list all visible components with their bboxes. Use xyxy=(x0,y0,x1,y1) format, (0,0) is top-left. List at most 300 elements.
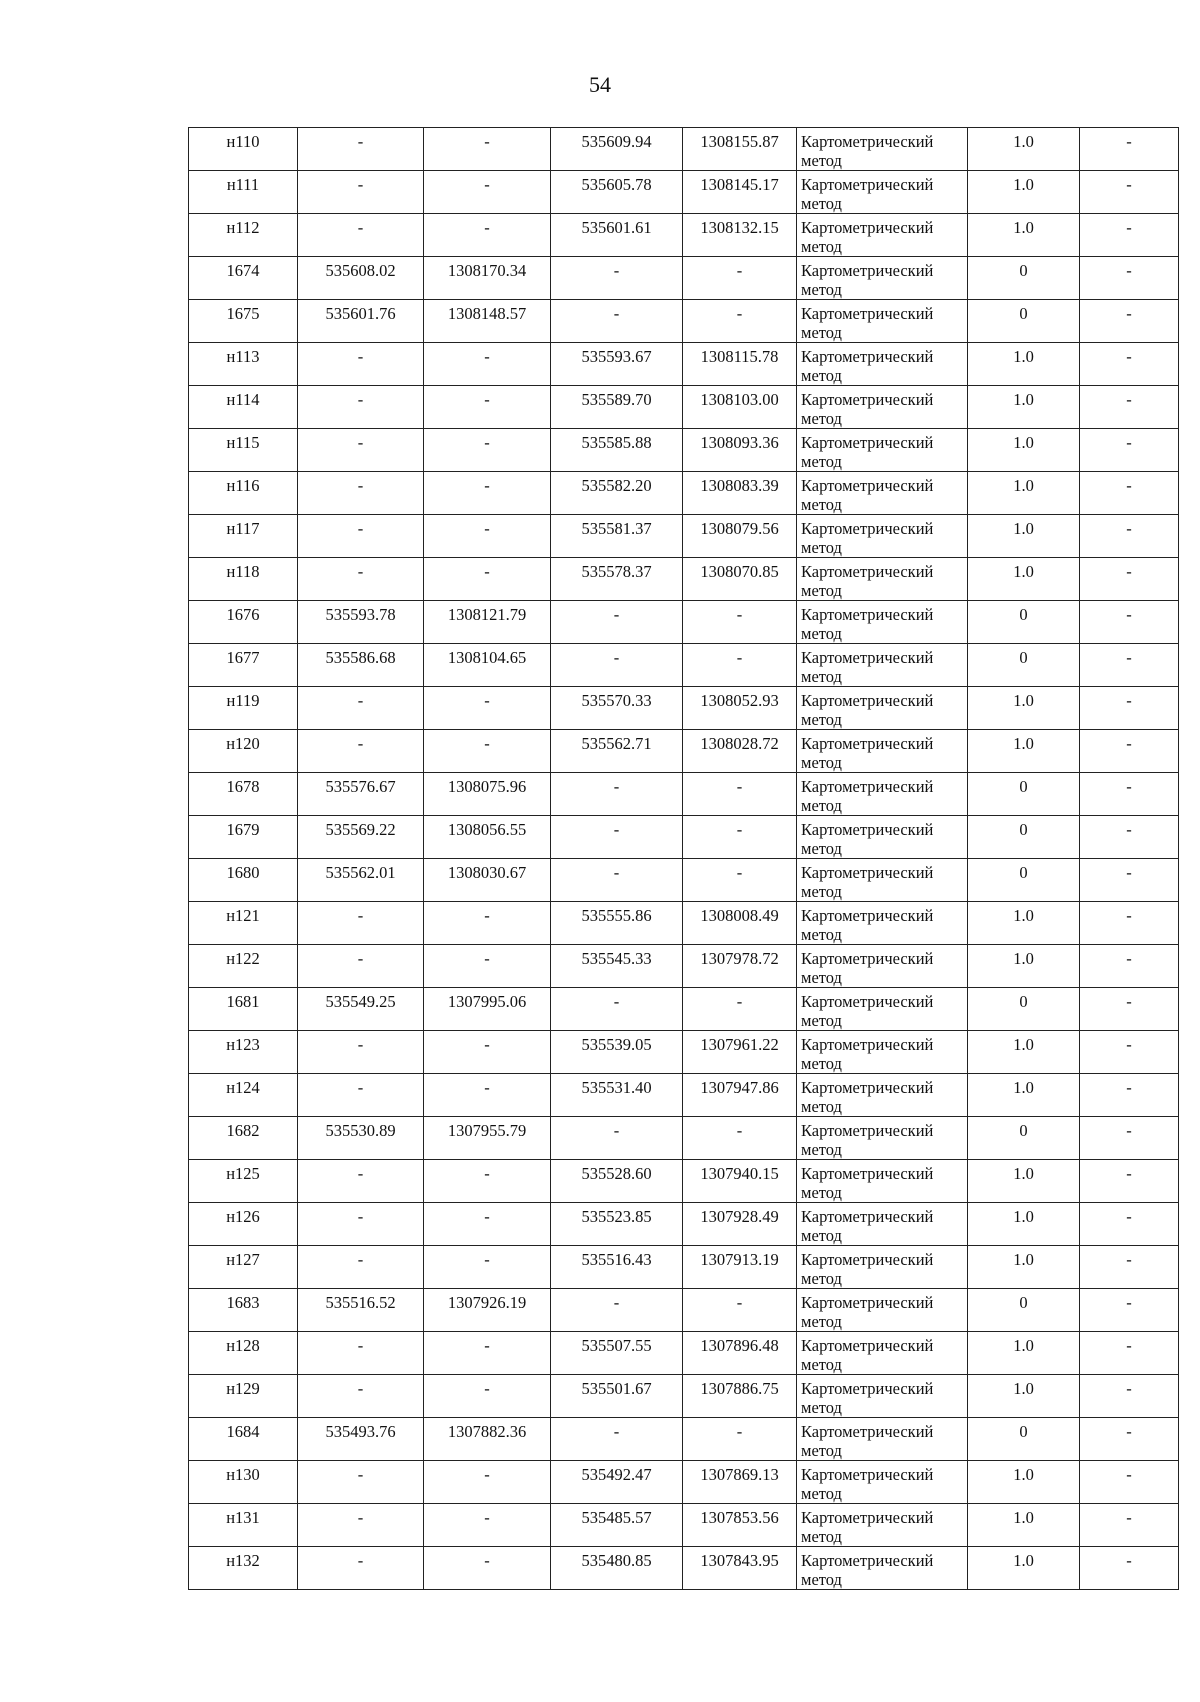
old-x-cell: - xyxy=(298,214,424,257)
old-x-cell: - xyxy=(298,687,424,730)
method-cell: Картометрический метод xyxy=(797,257,968,300)
new-y-cell: 1307853.56 xyxy=(683,1504,797,1547)
old-x-cell: 535601.76 xyxy=(298,300,424,343)
old-y-cell: - xyxy=(424,1031,551,1074)
point-cell: 1680 xyxy=(189,859,298,902)
point-cell: н125 xyxy=(189,1160,298,1203)
point-cell: 1682 xyxy=(189,1117,298,1160)
table-body xyxy=(189,128,1179,1590)
new-y-cell: 1308132.15 xyxy=(683,214,797,257)
point-cell: н116 xyxy=(189,472,298,515)
table-row xyxy=(189,1160,1179,1203)
point-cell: 1683 xyxy=(189,1289,298,1332)
old-y-cell: - xyxy=(424,343,551,386)
old-y-cell: - xyxy=(424,945,551,988)
new-x-cell: 535593.67 xyxy=(551,343,683,386)
method-cell: Картометрический метод xyxy=(797,1246,968,1289)
method-cell: Картометрический метод xyxy=(797,816,968,859)
accuracy-cell: 1.0 xyxy=(968,343,1080,386)
note-cell: - xyxy=(1080,300,1179,343)
old-x-cell: - xyxy=(298,128,424,171)
old-y-cell: 1308170.34 xyxy=(424,257,551,300)
new-x-cell: 535480.85 xyxy=(551,1547,683,1590)
new-x-cell: - xyxy=(551,859,683,902)
table-row xyxy=(189,171,1179,214)
table-row xyxy=(189,1332,1179,1375)
note-cell: - xyxy=(1080,214,1179,257)
new-y-cell: 1307843.95 xyxy=(683,1547,797,1590)
note-cell: - xyxy=(1080,1289,1179,1332)
accuracy-cell: 0 xyxy=(968,988,1080,1031)
accuracy-cell: 1.0 xyxy=(968,730,1080,773)
new-y-cell: - xyxy=(683,859,797,902)
table-row xyxy=(189,988,1179,1031)
new-x-cell: 535578.37 xyxy=(551,558,683,601)
point-cell: 1675 xyxy=(189,300,298,343)
method-cell: Картометрический метод xyxy=(797,1418,968,1461)
new-y-cell: 1307869.13 xyxy=(683,1461,797,1504)
old-y-cell: - xyxy=(424,515,551,558)
method-cell: Картометрический метод xyxy=(797,902,968,945)
old-x-cell: - xyxy=(298,1375,424,1418)
point-cell: 1677 xyxy=(189,644,298,687)
old-y-cell: 1307882.36 xyxy=(424,1418,551,1461)
point-cell: н122 xyxy=(189,945,298,988)
method-cell: Картометрический метод xyxy=(797,515,968,558)
new-x-cell: 535582.20 xyxy=(551,472,683,515)
table-row xyxy=(189,1418,1179,1461)
new-x-cell: 535570.33 xyxy=(551,687,683,730)
note-cell: - xyxy=(1080,1074,1179,1117)
old-y-cell: - xyxy=(424,902,551,945)
note-cell: - xyxy=(1080,429,1179,472)
new-x-cell: 535531.40 xyxy=(551,1074,683,1117)
note-cell: - xyxy=(1080,945,1179,988)
new-x-cell: - xyxy=(551,773,683,816)
old-y-cell: - xyxy=(424,214,551,257)
accuracy-cell: 1.0 xyxy=(968,515,1080,558)
new-x-cell: - xyxy=(551,300,683,343)
old-y-cell: - xyxy=(424,1074,551,1117)
method-cell: Картометрический метод xyxy=(797,472,968,515)
method-cell: Картометрический метод xyxy=(797,1031,968,1074)
accuracy-cell: 0 xyxy=(968,816,1080,859)
note-cell: - xyxy=(1080,1461,1179,1504)
new-x-cell: - xyxy=(551,644,683,687)
note-cell: - xyxy=(1080,687,1179,730)
table-row xyxy=(189,1246,1179,1289)
table-row xyxy=(189,1203,1179,1246)
accuracy-cell: 1.0 xyxy=(968,128,1080,171)
point-cell: н131 xyxy=(189,1504,298,1547)
old-y-cell: - xyxy=(424,1332,551,1375)
accuracy-cell: 0 xyxy=(968,773,1080,816)
accuracy-cell: 1.0 xyxy=(968,472,1080,515)
new-x-cell: - xyxy=(551,1289,683,1332)
accuracy-cell: 1.0 xyxy=(968,1547,1080,1590)
old-x-cell: - xyxy=(298,1547,424,1590)
new-y-cell: 1308093.36 xyxy=(683,429,797,472)
new-y-cell: - xyxy=(683,1418,797,1461)
method-cell: Картометрический метод xyxy=(797,1160,968,1203)
accuracy-cell: 0 xyxy=(968,859,1080,902)
old-x-cell: - xyxy=(298,1461,424,1504)
new-x-cell: 535516.43 xyxy=(551,1246,683,1289)
accuracy-cell: 1.0 xyxy=(968,1031,1080,1074)
old-x-cell: - xyxy=(298,945,424,988)
new-y-cell: 1308115.78 xyxy=(683,343,797,386)
method-cell: Картометрический метод xyxy=(797,1332,968,1375)
table-row xyxy=(189,429,1179,472)
old-x-cell: 535530.89 xyxy=(298,1117,424,1160)
point-cell: н113 xyxy=(189,343,298,386)
old-y-cell: - xyxy=(424,1246,551,1289)
old-y-cell: 1308148.57 xyxy=(424,300,551,343)
table-row xyxy=(189,128,1179,171)
new-x-cell: 535562.71 xyxy=(551,730,683,773)
accuracy-cell: 1.0 xyxy=(968,214,1080,257)
point-cell: н127 xyxy=(189,1246,298,1289)
old-x-cell: - xyxy=(298,386,424,429)
point-cell: 1674 xyxy=(189,257,298,300)
new-y-cell: - xyxy=(683,1117,797,1160)
new-y-cell: 1307896.48 xyxy=(683,1332,797,1375)
point-cell: н114 xyxy=(189,386,298,429)
old-y-cell: 1307995.06 xyxy=(424,988,551,1031)
new-x-cell: 535581.37 xyxy=(551,515,683,558)
note-cell: - xyxy=(1080,472,1179,515)
note-cell: - xyxy=(1080,1117,1179,1160)
point-cell: н128 xyxy=(189,1332,298,1375)
new-y-cell: - xyxy=(683,1289,797,1332)
new-x-cell: - xyxy=(551,1418,683,1461)
method-cell: Картометрический метод xyxy=(797,730,968,773)
old-y-cell: - xyxy=(424,687,551,730)
table-row xyxy=(189,300,1179,343)
new-y-cell: - xyxy=(683,988,797,1031)
accuracy-cell: 1.0 xyxy=(968,1160,1080,1203)
table-row xyxy=(189,644,1179,687)
accuracy-cell: 1.0 xyxy=(968,386,1080,429)
note-cell: - xyxy=(1080,816,1179,859)
point-cell: 1678 xyxy=(189,773,298,816)
point-cell: н126 xyxy=(189,1203,298,1246)
new-x-cell: 535589.70 xyxy=(551,386,683,429)
new-x-cell: - xyxy=(551,816,683,859)
table-row xyxy=(189,816,1179,859)
old-y-cell: - xyxy=(424,1547,551,1590)
method-cell: Картометрический метод xyxy=(797,429,968,472)
new-x-cell: 535545.33 xyxy=(551,945,683,988)
accuracy-cell: 0 xyxy=(968,300,1080,343)
new-y-cell: - xyxy=(683,644,797,687)
method-cell: Картометрический метод xyxy=(797,214,968,257)
old-y-cell: - xyxy=(424,429,551,472)
new-y-cell: 1308070.85 xyxy=(683,558,797,601)
table-row xyxy=(189,1504,1179,1547)
table-row xyxy=(189,1547,1179,1590)
method-cell: Картометрический метод xyxy=(797,1117,968,1160)
new-y-cell: - xyxy=(683,816,797,859)
new-x-cell: 535528.60 xyxy=(551,1160,683,1203)
coordinates-table xyxy=(188,127,1179,1590)
point-cell: 1676 xyxy=(189,601,298,644)
method-cell: Картометрический метод xyxy=(797,773,968,816)
point-cell: н115 xyxy=(189,429,298,472)
new-y-cell: - xyxy=(683,601,797,644)
old-y-cell: 1308030.67 xyxy=(424,859,551,902)
new-x-cell: - xyxy=(551,257,683,300)
note-cell: - xyxy=(1080,343,1179,386)
point-cell: н119 xyxy=(189,687,298,730)
new-y-cell: 1308083.39 xyxy=(683,472,797,515)
point-cell: н110 xyxy=(189,128,298,171)
new-x-cell: 535609.94 xyxy=(551,128,683,171)
table-row xyxy=(189,1074,1179,1117)
new-y-cell: 1307961.22 xyxy=(683,1031,797,1074)
table-row xyxy=(189,1375,1179,1418)
point-cell: н118 xyxy=(189,558,298,601)
new-x-cell: 535539.05 xyxy=(551,1031,683,1074)
accuracy-cell: 1.0 xyxy=(968,687,1080,730)
note-cell: - xyxy=(1080,257,1179,300)
old-y-cell: - xyxy=(424,1504,551,1547)
table-row xyxy=(189,515,1179,558)
note-cell: - xyxy=(1080,1375,1179,1418)
old-x-cell: - xyxy=(298,1160,424,1203)
table-row xyxy=(189,386,1179,429)
point-cell: н111 xyxy=(189,171,298,214)
new-y-cell: 1307940.15 xyxy=(683,1160,797,1203)
old-x-cell: - xyxy=(298,472,424,515)
note-cell: - xyxy=(1080,515,1179,558)
method-cell: Картометрический метод xyxy=(797,859,968,902)
table-row xyxy=(189,773,1179,816)
new-y-cell: - xyxy=(683,300,797,343)
accuracy-cell: 1.0 xyxy=(968,558,1080,601)
method-cell: Картометрический метод xyxy=(797,128,968,171)
method-cell: Картометрический метод xyxy=(797,1504,968,1547)
old-x-cell: 535549.25 xyxy=(298,988,424,1031)
old-y-cell: 1308121.79 xyxy=(424,601,551,644)
note-cell: - xyxy=(1080,1332,1179,1375)
note-cell: - xyxy=(1080,773,1179,816)
point-cell: н124 xyxy=(189,1074,298,1117)
point-cell: н123 xyxy=(189,1031,298,1074)
table-row xyxy=(189,859,1179,902)
old-y-cell: - xyxy=(424,1461,551,1504)
new-y-cell: 1307947.86 xyxy=(683,1074,797,1117)
note-cell: - xyxy=(1080,859,1179,902)
old-x-cell: - xyxy=(298,558,424,601)
old-x-cell: - xyxy=(298,1246,424,1289)
new-y-cell: 1308008.49 xyxy=(683,902,797,945)
accuracy-cell: 1.0 xyxy=(968,945,1080,988)
page-number: 54 xyxy=(589,72,611,97)
old-x-cell: 535562.01 xyxy=(298,859,424,902)
method-cell: Картометрический метод xyxy=(797,300,968,343)
note-cell: - xyxy=(1080,1547,1179,1590)
old-x-cell: - xyxy=(298,515,424,558)
accuracy-cell: 1.0 xyxy=(968,1375,1080,1418)
method-cell: Картометрический метод xyxy=(797,687,968,730)
accuracy-cell: 0 xyxy=(968,1117,1080,1160)
old-x-cell: 535593.78 xyxy=(298,601,424,644)
old-x-cell: 535576.67 xyxy=(298,773,424,816)
table-row xyxy=(189,1031,1179,1074)
old-y-cell: 1308056.55 xyxy=(424,816,551,859)
accuracy-cell: 1.0 xyxy=(968,1246,1080,1289)
old-x-cell: 535516.52 xyxy=(298,1289,424,1332)
table-row xyxy=(189,902,1179,945)
new-y-cell: 1308155.87 xyxy=(683,128,797,171)
note-cell: - xyxy=(1080,988,1179,1031)
old-y-cell: - xyxy=(424,171,551,214)
old-x-cell: 535608.02 xyxy=(298,257,424,300)
new-y-cell: 1307886.75 xyxy=(683,1375,797,1418)
old-y-cell: - xyxy=(424,1375,551,1418)
old-y-cell: - xyxy=(424,128,551,171)
accuracy-cell: 0 xyxy=(968,601,1080,644)
point-cell: н132 xyxy=(189,1547,298,1590)
new-x-cell: 535507.55 xyxy=(551,1332,683,1375)
accuracy-cell: 0 xyxy=(968,644,1080,687)
old-y-cell: - xyxy=(424,386,551,429)
point-cell: н112 xyxy=(189,214,298,257)
old-y-cell: - xyxy=(424,558,551,601)
point-cell: н121 xyxy=(189,902,298,945)
new-x-cell: - xyxy=(551,601,683,644)
accuracy-cell: 0 xyxy=(968,1418,1080,1461)
table-row xyxy=(189,1461,1179,1504)
table-row xyxy=(189,257,1179,300)
table-row xyxy=(189,472,1179,515)
old-x-cell: - xyxy=(298,343,424,386)
accuracy-cell: 1.0 xyxy=(968,1203,1080,1246)
note-cell: - xyxy=(1080,1031,1179,1074)
point-cell: 1684 xyxy=(189,1418,298,1461)
note-cell: - xyxy=(1080,1418,1179,1461)
method-cell: Картометрический метод xyxy=(797,343,968,386)
point-cell: н129 xyxy=(189,1375,298,1418)
old-x-cell: - xyxy=(298,730,424,773)
new-y-cell: 1308145.17 xyxy=(683,171,797,214)
accuracy-cell: 1.0 xyxy=(968,1074,1080,1117)
accuracy-cell: 1.0 xyxy=(968,902,1080,945)
point-cell: 1679 xyxy=(189,816,298,859)
old-y-cell: 1307955.79 xyxy=(424,1117,551,1160)
note-cell: - xyxy=(1080,644,1179,687)
table-row xyxy=(189,1289,1179,1332)
old-x-cell: 535493.76 xyxy=(298,1418,424,1461)
new-y-cell: 1307913.19 xyxy=(683,1246,797,1289)
point-cell: н130 xyxy=(189,1461,298,1504)
new-x-cell: 535605.78 xyxy=(551,171,683,214)
old-x-cell: - xyxy=(298,1332,424,1375)
old-y-cell: - xyxy=(424,1160,551,1203)
new-y-cell: - xyxy=(683,773,797,816)
old-y-cell: - xyxy=(424,1203,551,1246)
old-x-cell: 535569.22 xyxy=(298,816,424,859)
method-cell: Картометрический метод xyxy=(797,171,968,214)
old-y-cell: - xyxy=(424,730,551,773)
old-x-cell: - xyxy=(298,1504,424,1547)
old-y-cell: - xyxy=(424,472,551,515)
note-cell: - xyxy=(1080,1160,1179,1203)
method-cell: Картометрический метод xyxy=(797,1547,968,1590)
old-x-cell: - xyxy=(298,1203,424,1246)
new-y-cell: 1308028.72 xyxy=(683,730,797,773)
old-y-cell: 1307926.19 xyxy=(424,1289,551,1332)
new-y-cell: 1307928.49 xyxy=(683,1203,797,1246)
table-row xyxy=(189,343,1179,386)
note-cell: - xyxy=(1080,386,1179,429)
old-x-cell: - xyxy=(298,171,424,214)
new-y-cell: 1308103.00 xyxy=(683,386,797,429)
note-cell: - xyxy=(1080,902,1179,945)
method-cell: Картометрический метод xyxy=(797,558,968,601)
accuracy-cell: 0 xyxy=(968,1289,1080,1332)
new-y-cell: 1308079.56 xyxy=(683,515,797,558)
table-row xyxy=(189,558,1179,601)
new-x-cell: 535601.61 xyxy=(551,214,683,257)
table-row xyxy=(189,1117,1179,1160)
method-cell: Картометрический метод xyxy=(797,601,968,644)
old-y-cell: 1308075.96 xyxy=(424,773,551,816)
new-y-cell: - xyxy=(683,257,797,300)
new-x-cell: 535523.85 xyxy=(551,1203,683,1246)
note-cell: - xyxy=(1080,730,1179,773)
method-cell: Картометрический метод xyxy=(797,988,968,1031)
new-x-cell: 535485.57 xyxy=(551,1504,683,1547)
table-row xyxy=(189,687,1179,730)
method-cell: Картометрический метод xyxy=(797,1289,968,1332)
new-x-cell: 535585.88 xyxy=(551,429,683,472)
point-cell: н120 xyxy=(189,730,298,773)
method-cell: Картометрический метод xyxy=(797,945,968,988)
old-x-cell: - xyxy=(298,902,424,945)
accuracy-cell: 0 xyxy=(968,257,1080,300)
note-cell: - xyxy=(1080,1246,1179,1289)
table-row xyxy=(189,730,1179,773)
new-y-cell: 1308052.93 xyxy=(683,687,797,730)
note-cell: - xyxy=(1080,1504,1179,1547)
method-cell: Картометрический метод xyxy=(797,644,968,687)
method-cell: Картометрический метод xyxy=(797,1203,968,1246)
table-row xyxy=(189,214,1179,257)
new-x-cell: 535501.67 xyxy=(551,1375,683,1418)
new-y-cell: 1307978.72 xyxy=(683,945,797,988)
old-x-cell: - xyxy=(298,1031,424,1074)
method-cell: Картометрический метод xyxy=(797,1074,968,1117)
point-cell: 1681 xyxy=(189,988,298,1031)
new-x-cell: - xyxy=(551,1117,683,1160)
method-cell: Картометрический метод xyxy=(797,1461,968,1504)
accuracy-cell: 1.0 xyxy=(968,171,1080,214)
table-row xyxy=(189,601,1179,644)
new-x-cell: 535555.86 xyxy=(551,902,683,945)
old-x-cell: 535586.68 xyxy=(298,644,424,687)
note-cell: - xyxy=(1080,601,1179,644)
note-cell: - xyxy=(1080,128,1179,171)
method-cell: Картометрический метод xyxy=(797,386,968,429)
note-cell: - xyxy=(1080,1203,1179,1246)
new-x-cell: - xyxy=(551,988,683,1031)
new-x-cell: 535492.47 xyxy=(551,1461,683,1504)
accuracy-cell: 1.0 xyxy=(968,1332,1080,1375)
old-x-cell: - xyxy=(298,1074,424,1117)
old-y-cell: 1308104.65 xyxy=(424,644,551,687)
